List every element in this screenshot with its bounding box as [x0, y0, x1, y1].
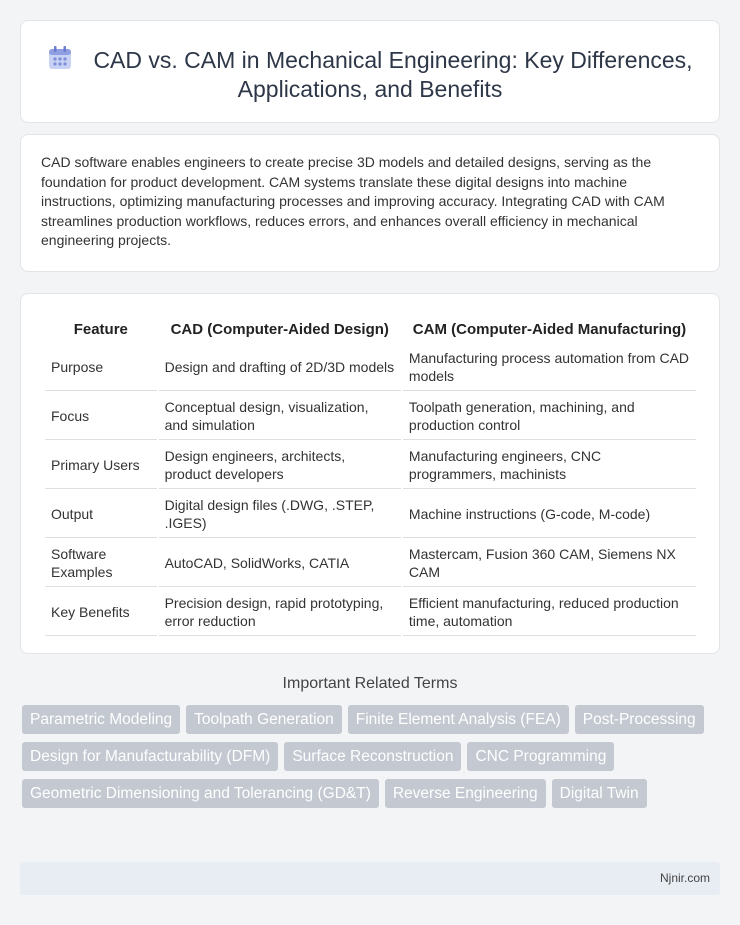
tag-design-for-manufacturability[interactable]: Design for Manufacturability (DFM): [22, 742, 278, 771]
table-row: [45, 393, 696, 440]
intro-paragraph: CAD software enables engineers to create precise 3D models and detailed designs, serving as the foundation for product development. CAM systems translate these digital designs into machine instructions, optimizing manufacturing processes and improving accuracy. Integrating CAD with CAM streamlines production workflows, reduces errors, and enhances overall efficiency in mechanical engineering projects.: [41, 154, 665, 249]
cell-cam: Efficient manufacturing, reduced production time, automation: [403, 589, 696, 636]
tag-gdt[interactable]: Geometric Dimensioning and Tolerancing (GD&T): [22, 779, 379, 808]
page-title: [21, 45, 719, 104]
tag-reverse-engineering[interactable]: Reverse Engineering: [385, 779, 546, 808]
cell-cad: Digital design files (.DWG, .STEP, .IGES): [159, 491, 401, 538]
cell-feature: Output: [45, 491, 157, 538]
cell-feature: Purpose: [45, 344, 157, 391]
table-row: [45, 589, 696, 636]
table-row: [45, 442, 696, 489]
cell-cam: Toolpath generation, machining, and production control: [403, 393, 696, 440]
footer: [20, 862, 720, 895]
cell-cam: Machine instructions (G-code, M-code): [403, 491, 696, 538]
comparison-card: [20, 293, 720, 654]
tag-parametric-modeling[interactable]: Parametric Modeling: [22, 705, 180, 734]
cell-feature: Software Examples: [45, 540, 157, 587]
tag-surface-reconstruction[interactable]: Surface Reconstruction: [284, 742, 461, 771]
related-terms-list: [22, 705, 722, 808]
cell-cad: AutoCAD, SolidWorks, CATIA: [159, 540, 401, 587]
tag-post-processing[interactable]: Post-Processing: [575, 705, 704, 734]
footer-site[interactable]: Njnir.com: [659, 871, 710, 885]
page-title-text: CAD vs. CAM in Mechanical Engineering: Key Differences, Applications, and Benefits: [93, 47, 693, 102]
cell-cad: Conceptual design, visualization, and simulation: [159, 393, 401, 440]
cell-cam: Manufacturing engineers, CNC programmers, machinists: [403, 442, 696, 489]
tag-toolpath-generation[interactable]: Toolpath Generation: [186, 705, 342, 734]
tag-finite-element-analysis[interactable]: Finite Element Analysis (FEA): [348, 705, 569, 734]
cell-feature: Key Benefits: [45, 589, 157, 636]
cell-cad: Precision design, rapid prototyping, error reduction: [159, 589, 401, 636]
tag-digital-twin[interactable]: Digital Twin: [552, 779, 647, 808]
cell-cam: Manufacturing process automation from CAD models: [403, 344, 696, 391]
intro-card: [20, 134, 720, 272]
table-row: [45, 344, 696, 391]
title-card: [20, 20, 720, 123]
cell-feature: Focus: [45, 393, 157, 440]
header-feature: Feature: [73, 320, 128, 338]
cell-cad: Design engineers, architects, product developers: [159, 442, 401, 489]
tag-cnc-programming[interactable]: CNC Programming: [467, 742, 614, 771]
related-terms-title: Important Related Terms: [282, 675, 458, 692]
calendar-icon: [47, 45, 73, 71]
header-cad: CAD (Computer-Aided Design): [170, 320, 389, 338]
cell-cad: Design and drafting of 2D/3D models: [159, 344, 401, 391]
cell-feature: Primary Users: [45, 442, 157, 489]
comparison-table: [43, 314, 698, 638]
cell-cam: Mastercam, Fusion 360 CAM, Siemens NX CAM: [403, 540, 696, 587]
table-row: [45, 491, 696, 538]
table-row: [45, 540, 696, 587]
table-header-row: [45, 316, 696, 342]
header-cam: CAM (Computer-Aided Manufacturing): [412, 320, 687, 338]
